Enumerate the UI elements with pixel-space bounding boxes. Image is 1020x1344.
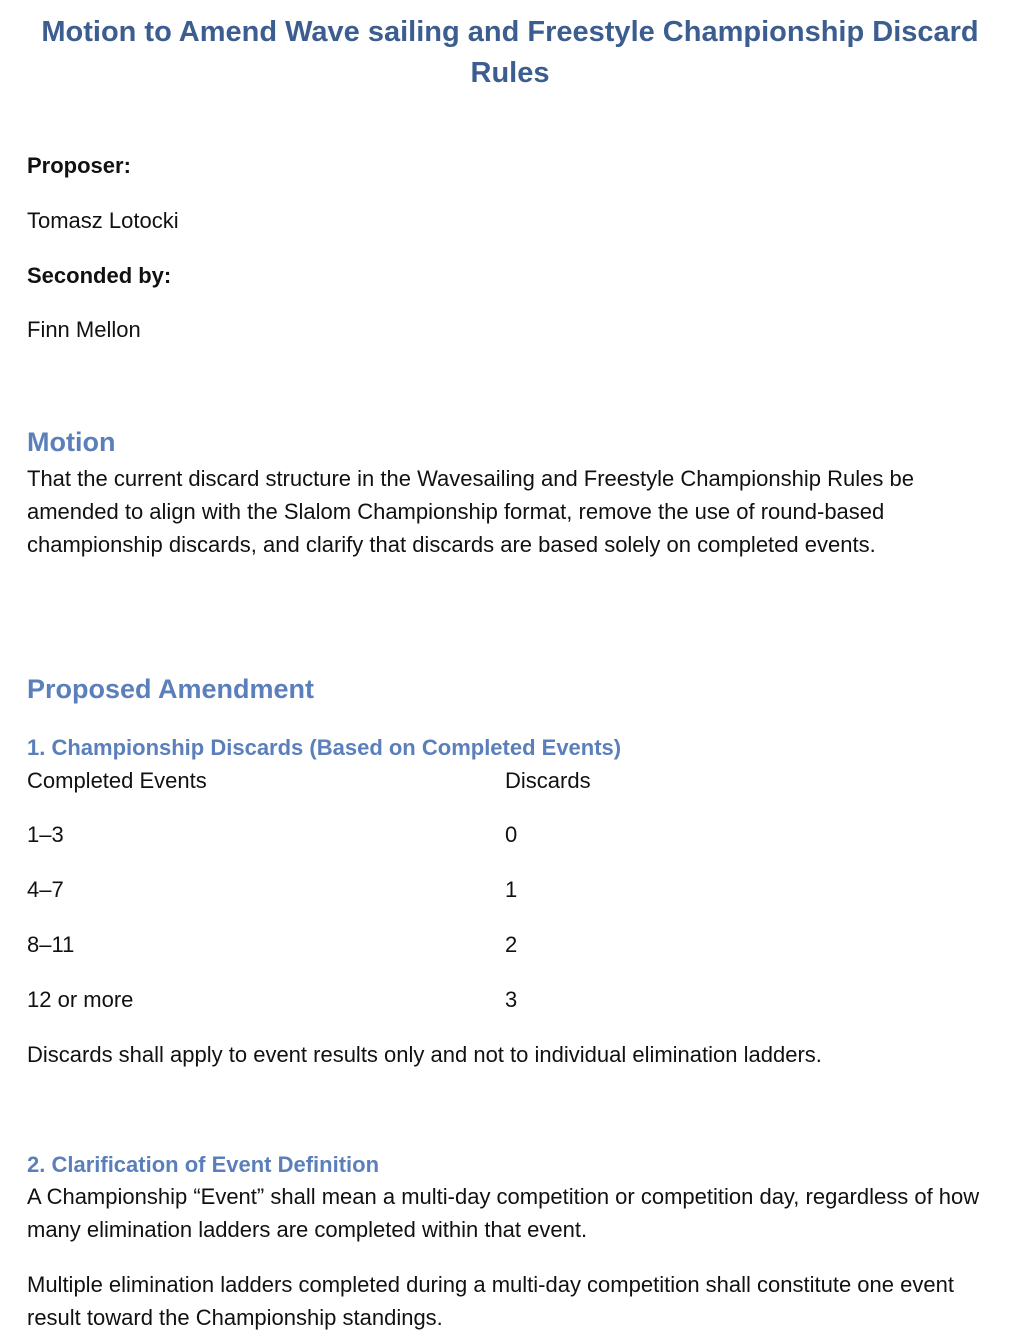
table-header-discards: Discards (505, 768, 591, 793)
ladders-paragraph: Multiple elimination ladders completed during a multi-day competition shall constitute one event result toward the Championship standings. (27, 1272, 954, 1330)
seconded-name: Finn Mellon (27, 317, 141, 342)
table-cell-events: 4–7 (27, 877, 64, 902)
table-cell-events: 1–3 (27, 822, 64, 847)
table-cell-discards: 3 (505, 987, 518, 1012)
table-cell-discards: 0 (505, 822, 518, 847)
table-cell-discards: 1 (505, 877, 518, 902)
discards-note: Discards shall apply to event results only and not to individual elimination ladders. (27, 1042, 822, 1067)
table-header-events: Completed Events (27, 768, 207, 793)
proposer-name: Tomasz Lotocki (27, 208, 179, 233)
seconded-label: Seconded by: (27, 263, 172, 288)
table-cell-discards: 2 (505, 932, 518, 957)
motion-heading: Motion (27, 427, 116, 457)
proposer-label: Proposer: (27, 153, 131, 178)
section2-heading: 2. Clarification of Event Definition (27, 1152, 380, 1177)
amendment-heading: Proposed Amendment (27, 674, 315, 704)
document-title: Motion to Amend Wave sailing and Freestyle Championship Discard Rules (41, 16, 979, 89)
motion-text: That the current discard structure in the Wavesailing and Freestyle Championship Rules be amended to align with the Slalom Championship format, remove the use of round-based championship discards, and clarify that discards are based solely on completed events. (27, 466, 914, 557)
section1-heading: 1. Championship Discards (Based on Completed Events) (27, 735, 622, 760)
table-cell-events: 8–11 (27, 932, 75, 957)
event-definition-paragraph: A Championship “Event” shall mean a multi-day competition or competition day, regardless of how many elimination ladders are completed within that event. (27, 1184, 980, 1242)
table-cell-events: 12 or more (27, 987, 134, 1012)
